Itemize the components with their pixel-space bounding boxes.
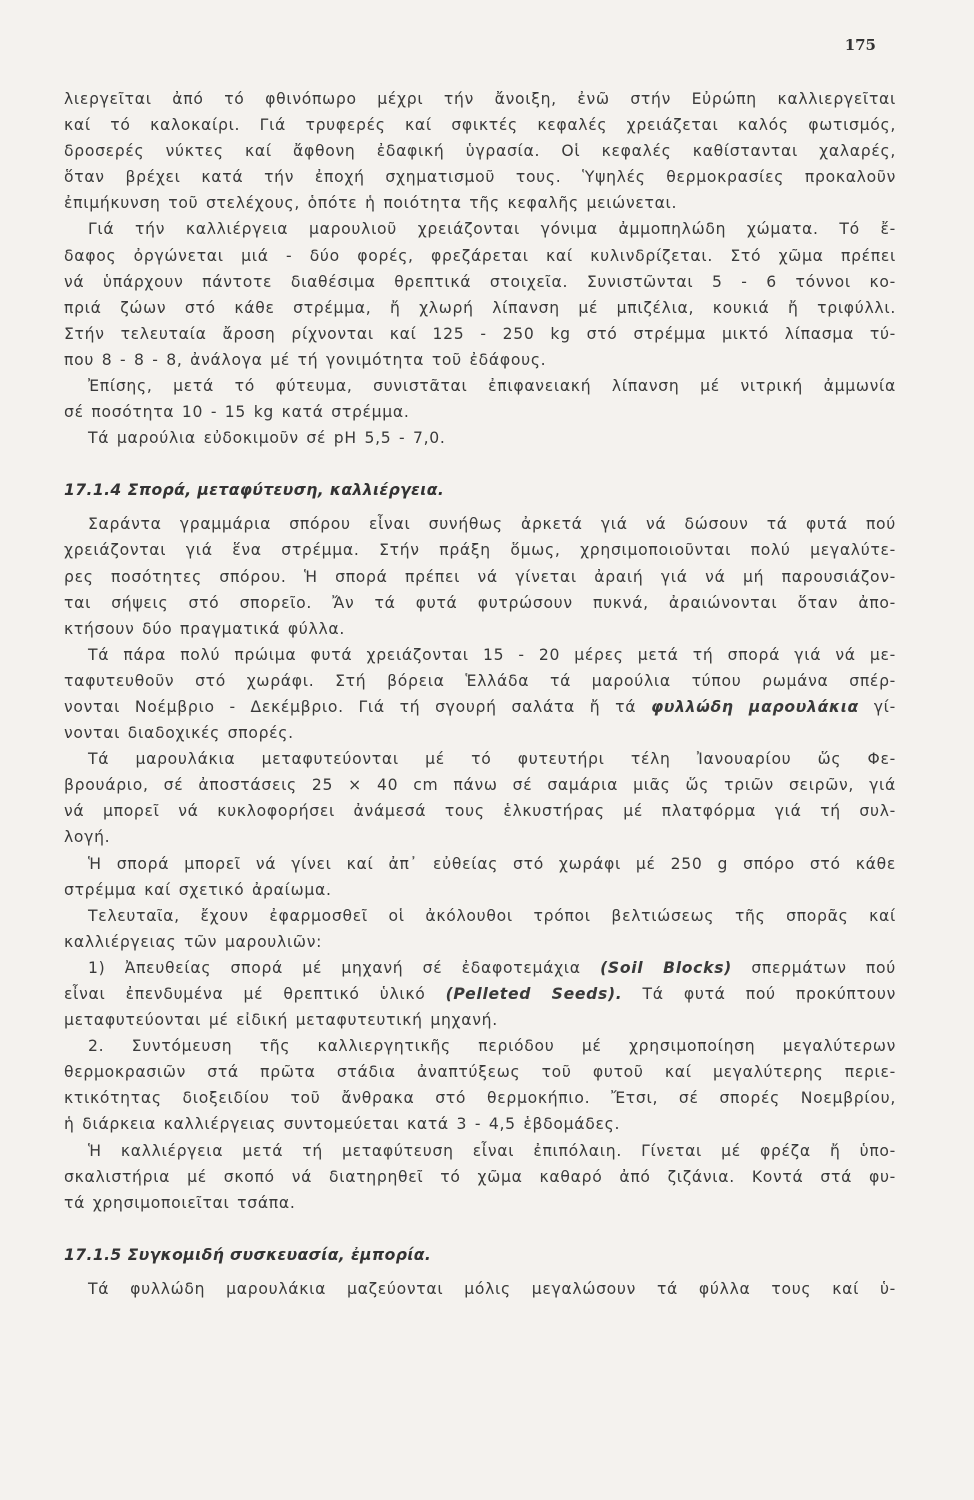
text-line: κτήσουν δύο πραγματικά φύλλα.	[64, 619, 346, 638]
text-line: στρέμμα καί σχετικό ἀραίωμα.	[64, 880, 332, 899]
text-line: θερμοκρασιῶν στά πρῶτα στάδια ἀναπτύξεως τοῦ φυτοῦ καί μεγαλύτερης περιε-	[64, 1063, 896, 1082]
text-line: μεταφυτεύονται μέ εἰδική μεταφυτευτική μηχανή.	[64, 1011, 498, 1030]
text-line: ἡ διάρκεια καλλιέργειας συντομεύεται κατά 3 - 4,5 ἑβδομάδες.	[64, 1115, 621, 1134]
text-line: σκαλιστήρια μέ σκοπό νά διατηρηθεῖ τό χῶμα καθαρό ἀπό ζιζάνια. Κοντά στά φυ-	[64, 1167, 896, 1186]
text-line: λιεργεῖται ἀπό τό φθινόπωρο μέχρι τήν ἄνοιξη, ἐνῶ στήν Εὐρώπη καλλιεργεῖται	[64, 90, 896, 108]
page-body	[64, 86, 896, 1302]
text-segment: σπερμάτων πού	[751, 958, 896, 977]
text-line: Τά φυλλώδη μαρουλάκια μαζεύονται μόλις μεγαλώσουν τά φύλλα τους καί ὑ-	[88, 1279, 896, 1298]
text-line: χρειάζονται γιά ἕνα στρέμμα. Στήν πράξη ὅμως, χρησιμοποιοῦνται πολύ μεγαλύτε-	[64, 541, 896, 560]
text-line: Γιά τήν καλλιέργεια μαρουλιοῦ χρειάζονται γόνιμα ἀμμοπηλώδη χώματα. Τό ἔ-	[88, 220, 896, 239]
section-number: 17.1.5	[64, 1245, 122, 1264]
text-line	[64, 694, 896, 720]
text-line: Ἐπίσης, μετά τό φύτευμα, συνιστᾶται ἐπιφανειακή λίπανση μέ νιτρική ἀμμωνία	[88, 377, 896, 396]
text-line	[64, 955, 896, 981]
text-line: δροσερές νύκτες καί ἄφθονη ἐδαφική ὑγρασία. Οἱ κεφαλές καθίστανται χαλαρές,	[64, 142, 896, 161]
text-line: νά ὑπάρχουν πάντοτε διαθέσιμα θρεπτικά στοιχεῖα. Συνιστῶνται 5 - 6 τόννοι κο-	[64, 272, 896, 291]
text-line: Τά μαρουλάκια μεταφυτεύονται μέ τό φυτευτήρι τέλη Ἰανουαρίου ὥς Φε-	[88, 750, 896, 769]
text-line: Τά μαρούλια εὐδοκιμοῦν σέ pH 5,5 - 7,0.	[88, 429, 446, 448]
text-line: Ἡ καλλιέργεια μετά τή μεταφύτευση εἶναι ἐπιπόλαιη. Γίνεται μέ φρέζα ἤ ὑπο-	[88, 1141, 896, 1160]
text-line: ὅταν βρέχει κατά τήν ἐποχή σχηματισμοῦ τους. Ὑψηλές θερμοκρασίες προκαλοῦν	[64, 168, 896, 187]
section-heading	[64, 477, 896, 503]
text-line	[64, 981, 896, 1007]
text-line: δαφος ὀργώνεται μιά - δύο φορές, φρεζάρεται καί κυλινδρίζεται. Στό χῶμα πρέπει	[64, 246, 896, 265]
text-line: Σαράντα γραμμάρια σπόρου εἶναι συνήθως ἀρκετά γιά νά δώσουν τά φυτά πού	[88, 515, 896, 534]
text-line: σέ ποσότητα 10 - 15 kg κατά στρέμμα.	[64, 403, 410, 422]
section-title: Σπορά, μεταφύτευση, καλλιέργεια.	[127, 481, 445, 500]
text-line: Ἡ σπορά μπορεῖ νά γίνει καί ἀπ᾽ εὐθείας στό χωράφι μέ 250 g σπόρο στό κάθε	[88, 854, 896, 873]
text-line: ται σήψεις στό σπορεῖο. Ἄν τά φυτά φυτρώσουν πυκνά, ἀραιώνονται ὅταν ἀπο-	[64, 593, 896, 612]
text-line: πριά ζώων στό κάθε στρέμμα, ἤ χλωρή λίπανση μέ μπιζέλια, κουκιά ἤ τριφύλλι.	[64, 298, 896, 317]
text-line: Τά πάρα πολύ πρώιμα φυτά χρειάζονται 15 - 20 μέρες μετά τή σπορά γιά νά με-	[88, 645, 896, 664]
text-line: καί τό καλοκαίρι. Γιά τρυφερές καί σφικτές κεφαλές χρειάζεται καλός φωτισμός,	[64, 116, 896, 135]
text-segment: Τά φυτά πού προκύπτουν	[642, 985, 896, 1003]
page-number: 175	[844, 36, 876, 54]
text-line: ἐπιμήκυνση τοῦ στελέχους, ὁπότε ἡ ποιότητα τῆς κεφαλῆς μειώνεται.	[64, 194, 678, 213]
text-line: 2. Συντόμευση τῆς καλλιεργητικῆς περιόδου μέ χρησιμοποίηση μεγαλύτερων	[88, 1037, 896, 1056]
emphasis-term: φυλλώδη μαρουλάκια	[650, 697, 859, 716]
text-segment: εἶναι ἐπενδυμένα μέ θρεπτικό ὑλικό	[64, 985, 426, 1003]
text-line: Στήν τελευταία ἄροση ρίχνονται καί 125 - 250 kg στό στρέμμα μικτό λίπασμα τύ-	[64, 324, 896, 343]
text-line: κτικότητας διοξειδίου τοῦ ἄνθρακα στό θερμοκήπιο. Ἔτσι, σέ σπορές Νοεμβρίου,	[64, 1089, 896, 1108]
emphasis-term: (Soil Blocks)	[600, 958, 733, 977]
text-line: ταφυτευθοῦν στό χωράφι. Στή βόρεια Ἑλλάδα τά μαρούλια τύπου ρωμάνα σπέρ-	[64, 671, 896, 690]
text-line: Τελευταῖα, ἔχουν ἐφαρμοσθεῖ οἱ ἀκόλουθοι τρόποι βελτιώσεως τῆς σπορᾶς καί	[88, 906, 896, 925]
text-line: ρες ποσότητες σπόρου. Ἡ σπορά πρέπει νά γίνεται ἀραιή γιά νά μή παρουσιάζον-	[64, 567, 896, 586]
section-heading	[64, 1242, 896, 1268]
text-line: βρουάριο, σέ ἀποστάσεις 25 × 40 cm πάνω σέ σαμάρια μιᾶς ὥς τριῶν σειρῶν, γιά	[64, 776, 896, 795]
section-title: Συγκομιδή συσκευασία, ἐμπορία.	[127, 1245, 432, 1264]
text-segment: 1) Ἀπευθείας σπορά μέ μηχανή σέ ἐδαφοτεμάχια	[88, 958, 581, 977]
text-line: τά χρησιμοποιεῖται τσάπα.	[64, 1193, 296, 1212]
text-line: νά μπορεῖ νά κυκλοφορήσει ἀνάμεσά τους ἑλκυστήρας μέ πλατφόρμα γιά τή συλ-	[64, 802, 896, 821]
text-segment: νονται Νοέμβριο - Δεκέμβριο. Γιά τή σγουρή σαλάτα ἤ τά	[64, 697, 637, 716]
emphasis-term: (Pelleted Seeds).	[445, 985, 623, 1003]
section-number: 17.1.4	[64, 481, 122, 500]
text-line: νονται διαδοχικές σπορές.	[64, 724, 294, 743]
text-segment: γί-	[873, 697, 896, 716]
text-line: καλλιέργειας τῶν μαρουλιῶν:	[64, 932, 323, 951]
text-line: λογή.	[64, 828, 111, 847]
text-line: που 8 - 8 - 8, ἀνάλογα μέ τή γονιμότητα τοῦ ἐδάφους.	[64, 350, 547, 369]
